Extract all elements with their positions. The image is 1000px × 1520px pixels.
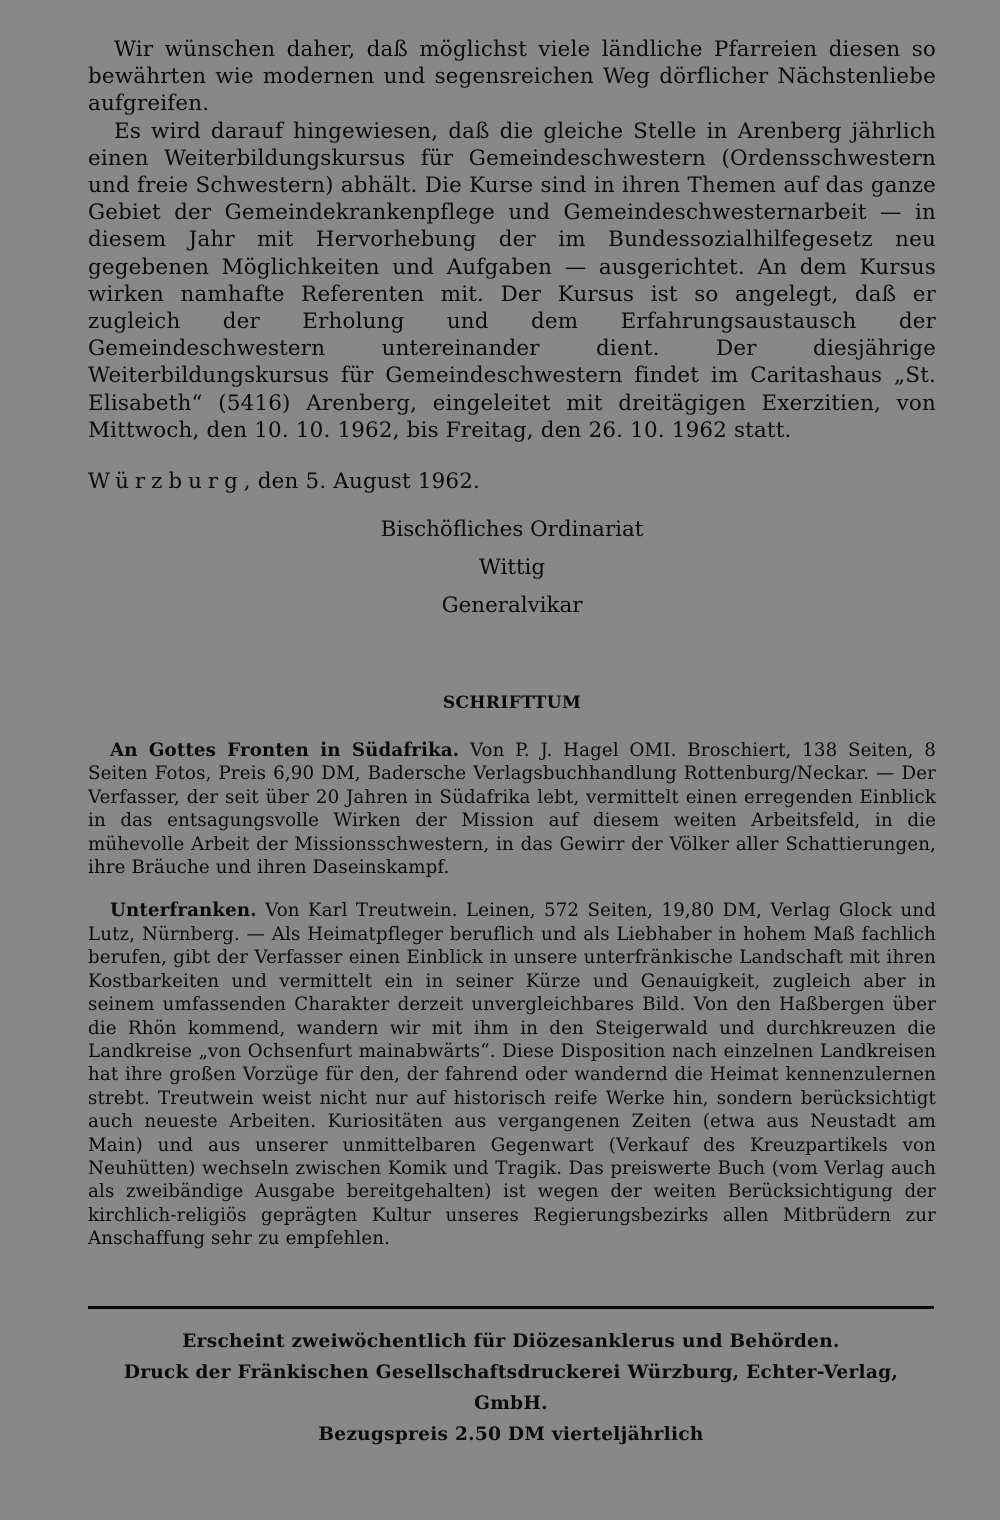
colophon-line-3: Bezugspreis 2.50 DM vierteljährlich <box>318 1424 704 1445</box>
signature-block <box>88 511 936 625</box>
body-paragraph-1: Wir wünschen daher, daß möglichst viele ländliche Pfarreien diesen so bewährten wie modernen und segensreichen Weg dörflicher Nächstenliebe aufgreifen. <box>88 37 936 117</box>
footer-rule <box>88 1306 934 1309</box>
signature-office: Bischöfliches Ordinariat <box>380 517 644 543</box>
review-1 <box>88 739 936 879</box>
signature-title: Generalvikar <box>441 593 583 619</box>
review-1-book-title: An Gottes Fronten in Südafrika. <box>110 740 460 762</box>
dateline <box>88 468 936 495</box>
review-2-book-title: Unterfranken. <box>110 900 257 922</box>
dateline-date: , den 5. August 1962. <box>243 469 481 495</box>
review-2-text: Von Karl Treutwein. Leinen, 572 Seiten, 19,80 DM, Verlag Glock und Lutz, Nürnberg. — Als Heimatpfleger beruflich und als Liebhaber in hohem Maß fachlich berufen, gibt der Verfasser einen Einblick in unsere unterfränkische Landschaft mit ihren Kostbarkeiten und vermittelt ein in seiner Kürze und Genauigkeit, zugleich aber in seinem umfassenden Charakter derzeit unvergleichbares Bild. Von den Haßbergen über die Rhön kommend, wandern wir mit ihm in den Steigerwald und durchkreuzen die Landkreise „von Ochsenfurt mainabwärts“. Diese Disposition nach einzelnen Landkreisen hat ihre großen Vorzüge für den, der fahrend oder wandernd die Heimat kennenzulernen strebt. Treutwein weist nicht nur auf historisch reife Werke hin, sondern berücksichtigt auch neueste Arbeiten. Kuriositäten aus vergangenen Zeiten (etwa aus Neustadt am Main) und aus unserer unmittelbaren Gegenwart (Verkauf des Kreuzpartikels von Neuhütten) wechseln zwischen Komik und Tragik. Das preiswerte Buch (vom Verlag auch als zweibändige Ausgabe bereitgehalten) ist wegen der weiten Berücksichtigung der kirchlich-religiös geprägten Kultur unseres Regierungsbezirks allen Mitbrüdern zur Anschaffung sehr zu empfehlen. <box>88 900 936 1250</box>
section-title: SCHRIFTTUM <box>442 693 582 714</box>
review-1-text: Von P. J. Hagel OMI. Broschiert, 138 Seiten, 8 Seiten Fotos, Preis 6,90 DM, Badersche Verlagsbuchhandlung Rottenburg/Neckar. — Der Verfasser, der seit über 20 Jahren in Südafrika lebt, vermittelt einen erregenden Einblick in das entsagungsvolle Wirken der Mission auf diesem weiten Arbeitsfeld, in die mühevolle Arbeit der Missionsschwestern, in das Gewirr der Völker aller Schattierungen, ihre Bräuche und ihren Daseinskampf. <box>88 740 937 879</box>
body-paragraph-2: Es wird darauf hingewiesen, daß die gleiche Stelle in Arenberg jährlich einen Weiterbildungskursus für Gemeindeschwestern (Ordensschwestern und freie Schwestern) abhält. Die Kurse sind in ihren Themen auf das ganze Gebiet der Gemeindekrankenpflege und Gemeindeschwesternarbeit — in diesem Jahr mit Hervorhebung der im Bundessozialhilfegesetz neu gegebenen Möglichkeiten und Aufgaben — ausgerichtet. An dem Kursus wirken namhafte Referenten mit. Der Kursus ist so angelegt, daß er zugleich der Erholung und dem Erfahrungsaustausch der Gemeindeschwestern untereinander dient. Der diesjährige Weiterbildungskursus für Gemeindeschwestern findet im Caritashaus „St. Elisabeth“ (5416) Arenberg, eingeleitet mit dreitägigen Exerzitien, von Mittwoch, den 10. 10. 1962, bis Freitag, den 26. 10. 1962 statt. <box>88 118 936 443</box>
document-page <box>88 36 936 1251</box>
colophon-line-1: Erscheint zweiwöchentlich für Diözesanklerus und Behörden. <box>182 1331 840 1352</box>
colophon <box>88 1326 934 1450</box>
dateline-place: Würzburg <box>88 469 244 495</box>
colophon-line-2: Druck der Fränkischen Gesellschaftsdruckerei Würzburg, Echter-Verlag, GmbH. <box>123 1362 899 1414</box>
review-2 <box>88 899 936 1250</box>
signature-name: Wittig <box>478 555 546 581</box>
